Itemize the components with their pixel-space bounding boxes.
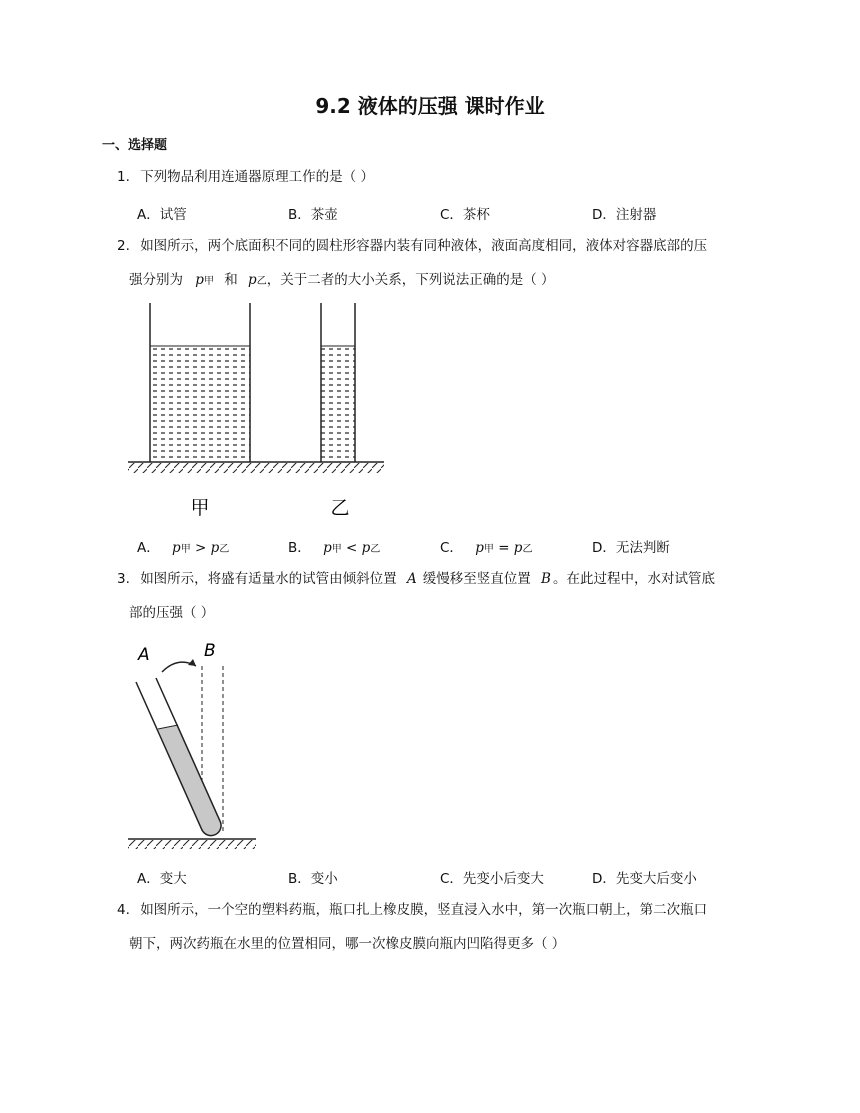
q2-option-b[interactable] xyxy=(288,536,380,556)
question-number: 2. xyxy=(117,238,130,254)
figure-label-b: B xyxy=(204,641,216,661)
text-fragment: 和 xyxy=(224,272,238,288)
p-symbol: p xyxy=(248,272,257,288)
text-fragment: ，关于二者的大小关系，下列说法正确的是（ ） xyxy=(266,272,555,288)
p-symbol: p xyxy=(210,540,220,556)
question-number: 4. xyxy=(117,902,130,918)
q3-option-d[interactable]: D．先变大后变小 xyxy=(592,871,697,887)
text-fragment: 如图所示，将盛有适量水的试管由倾斜位置 xyxy=(140,571,397,587)
option-letter: A． xyxy=(137,540,160,556)
subscript-yi: 乙 xyxy=(219,544,230,555)
question-number: 3. xyxy=(117,571,130,587)
p-symbol: p xyxy=(513,540,523,556)
question-number: 1. xyxy=(117,169,130,185)
page-title: 9.2 液体的压强 课时作业 xyxy=(315,94,545,118)
p-symbol: p xyxy=(475,540,484,556)
relation: = xyxy=(498,540,510,556)
ground-hatch xyxy=(128,463,384,473)
q2-figure xyxy=(120,298,390,528)
p-symbol: p xyxy=(323,540,332,556)
container-yi xyxy=(321,303,355,462)
container-jia xyxy=(150,303,250,462)
label-jia: 甲 xyxy=(190,497,210,519)
subscript-jia: 甲 xyxy=(483,544,494,555)
figure-label-a: A xyxy=(138,645,150,665)
question-4 xyxy=(117,893,707,927)
subscript-yi: 乙 xyxy=(256,276,267,287)
option-letter: C． xyxy=(440,540,463,556)
subscript-yi: 乙 xyxy=(522,544,533,555)
ground-hatch xyxy=(128,840,256,849)
q1-option-b[interactable]: B．茶壶 xyxy=(288,207,338,223)
q1-option-c[interactable]: C．茶杯 xyxy=(440,207,490,223)
p-symbol: p xyxy=(172,540,181,556)
test-tube-a xyxy=(136,678,221,836)
subscript-jia: 甲 xyxy=(203,276,214,287)
q3-figure xyxy=(120,636,265,851)
q2-option-a[interactable] xyxy=(137,536,229,556)
text-fragment: 缓慢移至竖直位置 xyxy=(422,571,531,587)
question-2-line2 xyxy=(129,263,555,299)
question-text: 下列物品利用连通器原理工作的是（ ） xyxy=(140,169,374,185)
question-2 xyxy=(117,229,707,263)
subscript-jia: 甲 xyxy=(180,544,191,555)
position-b: B xyxy=(541,571,551,587)
label-yi: 乙 xyxy=(330,497,350,519)
question-text-line1: 如图所示，两个底面积不同的圆柱形容器内装有同种液体，液面高度相同，液体对容器底部的压 xyxy=(140,238,708,254)
option-letter: D． xyxy=(592,540,616,556)
p-symbol: p xyxy=(361,540,371,556)
subscript-jia: 甲 xyxy=(331,544,342,555)
text-fragment: 强分别为 xyxy=(129,272,183,288)
question-3-line2: 部的压强（ ） xyxy=(129,605,215,621)
q1-option-a[interactable]: A．试管 xyxy=(137,207,187,223)
q3-option-b[interactable]: B．变小 xyxy=(288,871,338,887)
relation: > xyxy=(195,540,207,556)
question-text-line1: 如图所示，一个空的塑料药瓶，瓶口扎上橡皮膜，竖直浸入水中，第一次瓶口朝上，第二次瓶口 xyxy=(140,902,708,918)
q2-option-d[interactable] xyxy=(592,536,670,556)
section-heading: 一、选择题 xyxy=(102,138,168,153)
p-symbol: p xyxy=(195,272,204,288)
q3-option-c[interactable]: C．先变小后变大 xyxy=(440,871,544,887)
q3-option-a[interactable]: A．变大 xyxy=(137,871,187,887)
option-letter: B． xyxy=(288,540,311,556)
question-1 xyxy=(117,160,374,194)
q1-option-d[interactable]: D．注射器 xyxy=(592,207,657,223)
q2-option-c[interactable] xyxy=(440,536,532,556)
text-fragment: 。在此过程中，水对试管底 xyxy=(552,571,715,587)
option-text: 无法判断 xyxy=(615,540,670,556)
position-a: A xyxy=(406,571,417,587)
question-3 xyxy=(117,562,715,596)
subscript-yi: 乙 xyxy=(370,544,381,555)
relation: < xyxy=(346,540,358,556)
question-4-line2: 朝下，两次药瓶在水里的位置相同，哪一次橡皮膜向瓶内凹陷得更多（ ） xyxy=(129,936,566,952)
